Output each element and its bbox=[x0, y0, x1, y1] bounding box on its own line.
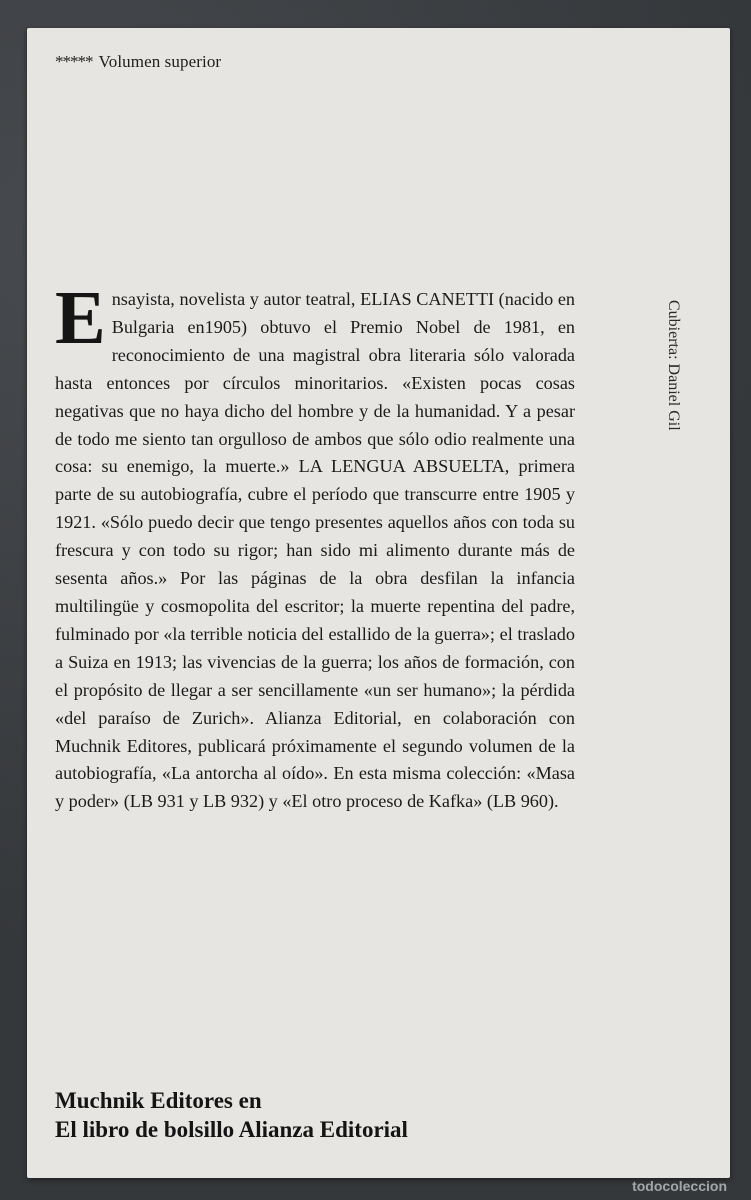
synopsis-text bbox=[55, 276, 575, 816]
synopsis-body: nsayista, novelista y autor teatral, ELIAS CANETTI (nacido en Bulgaria en1905) obtuvo el Premio Nobel de 1981, en reconocimiento de una magistral obra literaria sólo valorada hasta entonces por círculos minoritarios. «Existen pocas cosas negativas que no haya dicho del hombre y de la humanidad. Y a pesar de todo me siento tan orgulloso de ambos que sólo odio realmente una cosa: su enemigo, la muerte.» LA LENGUA ABSUELTA, primera parte de su autobiografía, cubre el período que transcurre entre 1905 y 1921. «Sólo puedo decir que tengo presentes aquellos años con toda su frescura y con todo su rigor; han sido mi alimento durante más de sesenta años.» Por las páginas de la obra desfilan la infancia multilingüe y cosmopolita del escritor; la muerte repentina del padre, fulminado por «la terrible noticia del estallido de la guerra»; el traslado a Suiza en 1913; las vivencias de la guerra; los años de formación, con el propósito de llegar a ser sencillamente «un ser humano»; la pérdida «del paraíso de Zurich». Alianza Editorial, en colaboración con Muchnik Editores, publicará próximamente el segundo volumen de la autobiografía, «La antorcha al oído». En esta misma colección: «Masa y poder» (LB 931 y LB 932) y «El otro proceso de Kafka» (LB 960). bbox=[55, 289, 575, 812]
watermark-logo: todocoleccion bbox=[632, 1178, 727, 1194]
book-back-cover bbox=[27, 28, 730, 1178]
publisher-block bbox=[55, 1086, 408, 1144]
dropcap-letter: E bbox=[55, 276, 106, 360]
volume-label bbox=[55, 52, 221, 72]
publisher-line-1: Muchnik Editores en bbox=[55, 1088, 262, 1113]
cover-credit: Cubierta: Daniel Gil bbox=[665, 300, 682, 431]
volume-text: Volumen superior bbox=[98, 52, 222, 71]
volume-stars: ***** bbox=[55, 52, 93, 71]
publisher-line-2: El libro de bolsillo Alianza Editorial bbox=[55, 1117, 408, 1142]
